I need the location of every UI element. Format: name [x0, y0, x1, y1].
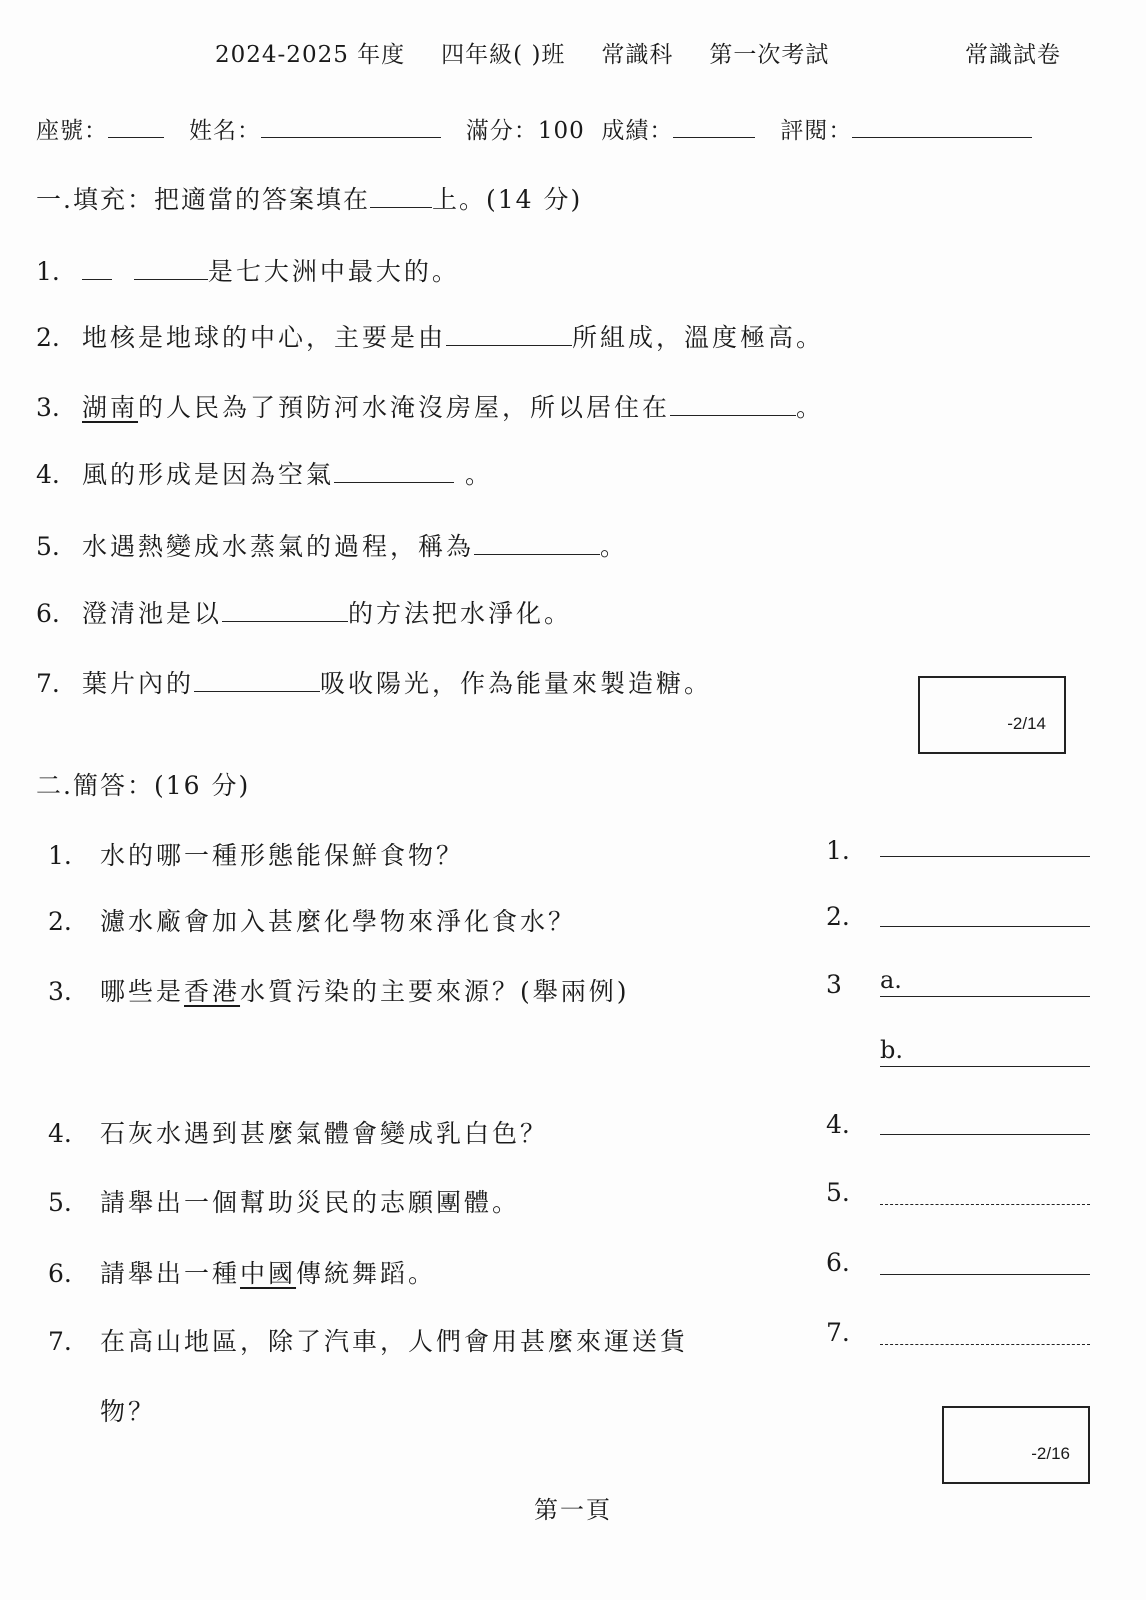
- question-text: 濾水廠會加入甚麼化學物來淨化食水？: [100, 907, 577, 936]
- fill-question-2: [36, 318, 824, 354]
- answer-number: 2.: [826, 902, 850, 931]
- question-number: 5.: [48, 1188, 72, 1217]
- answer-number: 5.: [826, 1178, 850, 1207]
- fill-question-5: [36, 527, 628, 563]
- section1-title-blank: [370, 187, 432, 208]
- section2-title: 二.簡答：(16 分): [36, 771, 251, 800]
- full-marks: 滿分：100: [465, 118, 585, 144]
- question-number: 1.: [48, 841, 72, 870]
- answer-number: 1.: [826, 836, 850, 865]
- answer-blank[interactable]: [474, 534, 600, 555]
- question-text: 請舉出一個幫助災民的志願團體。: [100, 1188, 521, 1217]
- answer-line-7[interactable]: [880, 1318, 1090, 1345]
- answer-label-a: a.: [880, 966, 902, 994]
- question-number: 6.: [36, 599, 60, 628]
- page-number: 第一頁: [534, 1496, 612, 1524]
- short-question-7: [48, 1322, 688, 1358]
- marker-field[interactable]: [852, 117, 1032, 138]
- answer-line-2[interactable]: [880, 900, 1090, 927]
- short-question-4: [48, 1114, 548, 1150]
- short-question-1: [48, 836, 464, 872]
- question-text: 請舉出一種: [100, 1259, 241, 1288]
- answer-blank[interactable]: [82, 259, 112, 280]
- question-number: 3.: [36, 393, 60, 422]
- fill-question-3: [36, 388, 824, 424]
- section2-score-box: [942, 1406, 1090, 1484]
- seat-label: 座號：: [36, 118, 108, 144]
- answer-number: 7.: [826, 1318, 850, 1347]
- answer-blank[interactable]: [334, 462, 454, 483]
- question-text: 的人民為了預防河水淹沒房屋，所以居住在: [138, 393, 671, 422]
- question-text: 吸收陽光，作為能量來製造糖。: [320, 669, 713, 698]
- short-question-3: [48, 972, 630, 1008]
- answer-line-4[interactable]: [880, 1108, 1090, 1135]
- question-text: 葉片內的: [82, 669, 195, 698]
- subject-label: 常識科: [601, 42, 674, 68]
- section2-score: -2/16: [1031, 1444, 1070, 1463]
- place-name: 香港: [184, 977, 241, 1006]
- question-text: 水質污染的主要來源？(舉兩例): [240, 977, 630, 1006]
- class-label: 四年級( )班: [441, 42, 566, 68]
- answer-line-1[interactable]: [880, 830, 1090, 857]
- question-text: 是七大洲中最大的。: [207, 257, 460, 286]
- short-question-5: [48, 1183, 520, 1219]
- answer-blank[interactable]: [134, 259, 208, 280]
- fill-question-1: [36, 252, 460, 288]
- question-text: 水遇熱變成水蒸氣的過程，稱為: [82, 532, 475, 561]
- question-text: 。: [600, 532, 629, 561]
- question-text: 風的形成是因為空氣: [82, 460, 335, 489]
- question-number: 4.: [48, 1119, 72, 1148]
- exam-label: 第一次考試: [709, 42, 830, 68]
- question-text: 水的哪一種形態能保鮮食物？: [100, 841, 465, 870]
- place-name: 中國: [240, 1259, 297, 1288]
- answer-number: 3: [826, 970, 842, 999]
- question-text: 的方法把水淨化。: [348, 599, 573, 628]
- answer-number: 6.: [826, 1248, 850, 1277]
- student-info-line: [36, 112, 1032, 145]
- section1-title-prefix: 一.填充：把適當的答案填在: [36, 185, 370, 214]
- question-text: 石灰水遇到甚麼氣體會變成乳白色？: [100, 1119, 549, 1148]
- answer-line-6[interactable]: [880, 1248, 1090, 1275]
- question-text-continued: 物？: [100, 1397, 157, 1426]
- fill-question-6: [36, 594, 572, 630]
- exam-header: [215, 36, 1061, 69]
- name-field[interactable]: [261, 117, 441, 138]
- question-text: 所組成，溫度極高。: [572, 323, 825, 352]
- question-text: 澄清池是以: [82, 599, 223, 628]
- fill-question-4: [36, 455, 493, 491]
- score-field[interactable]: [673, 117, 755, 138]
- answer-blank[interactable]: [446, 325, 572, 346]
- question-number: 2.: [36, 323, 60, 352]
- short-question-2: [48, 902, 576, 938]
- answer-label-b: b.: [880, 1036, 903, 1064]
- place-name: 湖南: [82, 393, 139, 422]
- section1-title: [36, 180, 582, 216]
- question-number: 4.: [36, 460, 60, 489]
- seat-field[interactable]: [108, 117, 164, 138]
- answer-line-3b[interactable]: [880, 1036, 1090, 1067]
- question-text: 在高山地區，除了汽車，人們會用甚麼來運送貨: [100, 1327, 689, 1356]
- name-label: 姓名：: [188, 118, 261, 144]
- section1-score-box: [918, 676, 1066, 754]
- answer-blank[interactable]: [222, 601, 348, 622]
- question-number: 5.: [36, 532, 60, 561]
- question-text: 哪些是: [100, 977, 185, 1006]
- answer-blank[interactable]: [670, 395, 796, 416]
- question-text: 傳統舞蹈。: [296, 1259, 437, 1288]
- fill-question-7: [36, 664, 712, 700]
- marker-label: 評閱：: [780, 118, 853, 144]
- question-text: 。: [796, 393, 825, 422]
- question-number: 3.: [48, 977, 72, 1006]
- answer-number: 4.: [826, 1110, 850, 1139]
- answer-line-3a[interactable]: [880, 966, 1090, 997]
- score-label: 成績：: [601, 118, 674, 144]
- answer-blank[interactable]: [194, 671, 320, 692]
- question-number: 2.: [48, 907, 72, 936]
- short-question-6: [48, 1254, 436, 1290]
- answer-line-5[interactable]: [880, 1178, 1090, 1205]
- question-text: 地核是地球的中心，主要是由: [82, 323, 447, 352]
- question-number: 1.: [36, 257, 60, 286]
- question-number: 6.: [48, 1259, 72, 1288]
- question-text: 。: [454, 460, 493, 489]
- section1-score: -2/14: [1007, 714, 1046, 733]
- question-number: 7.: [36, 669, 60, 698]
- section1-title-suffix: 上。(14 分): [431, 185, 583, 214]
- question-number: 7.: [48, 1327, 72, 1356]
- paper-label: 常識試卷: [965, 42, 1061, 68]
- school-year: 2024-2025 年度: [215, 42, 406, 68]
